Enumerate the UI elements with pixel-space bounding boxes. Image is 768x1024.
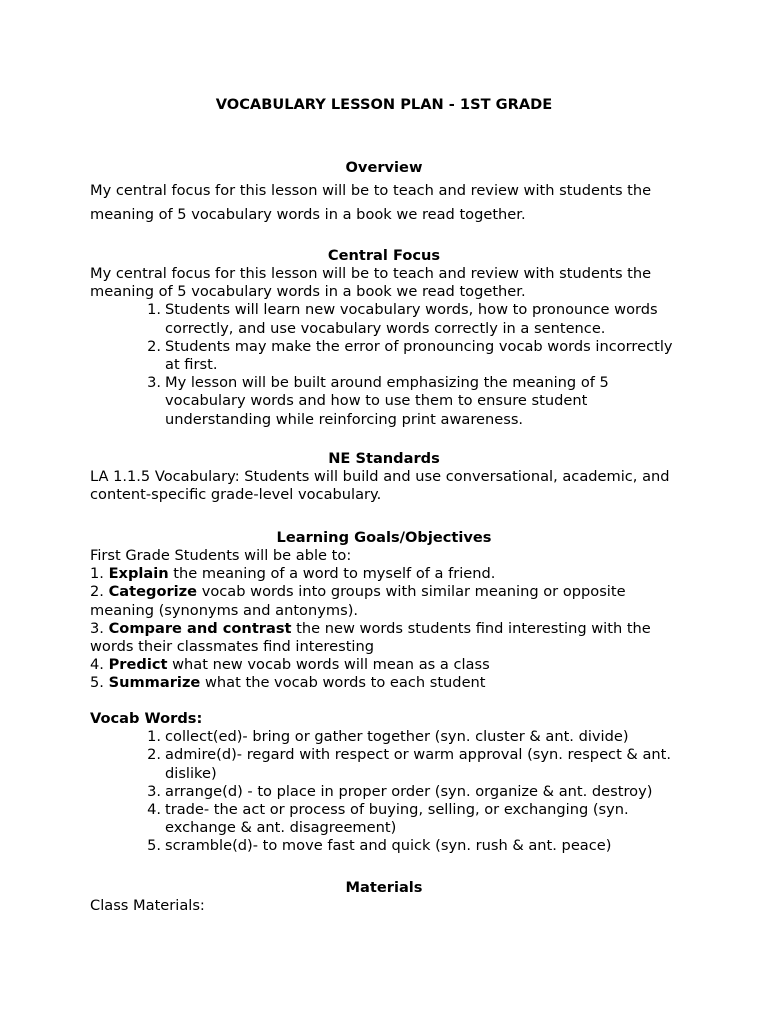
list-number: 2. xyxy=(147,746,161,764)
list-text: My lesson will be built around emphasizing the meaning of 5 vocabulary words and how to use them to ensure student understanding while reinforcing print awareness. xyxy=(165,374,609,428)
goal-verb: Categorize xyxy=(108,583,198,601)
goal-text: what new vocab words will mean as a class xyxy=(172,656,490,674)
list-text: collect(ed)- bring or gather together (syn. cluster & ant. divide) xyxy=(165,728,629,746)
list-item xyxy=(90,583,680,619)
list-item xyxy=(147,337,680,374)
list-number: 3. xyxy=(147,374,161,392)
list-number: 5. xyxy=(147,837,161,855)
list-item xyxy=(147,374,680,429)
vocab-words-heading: Vocab Words: xyxy=(90,710,203,727)
list-number: 4. xyxy=(90,656,104,674)
vocab-words-section xyxy=(90,710,680,856)
central-focus-heading: Central Focus xyxy=(327,247,441,264)
materials-text: Class Materials: xyxy=(90,897,205,914)
list-number: 4. xyxy=(147,801,161,819)
list-text: arrange(d) - to place in proper order (syn. organize & ant. destroy) xyxy=(165,782,653,800)
central-focus-section xyxy=(90,265,680,429)
list-item xyxy=(147,837,680,855)
page-title: VOCABULARY LESSON PLAN - 1ST GRADE xyxy=(215,96,553,113)
vocab-words-list xyxy=(90,728,680,855)
list-item xyxy=(90,565,680,583)
goal-text: what the vocab words to each student xyxy=(204,674,486,692)
list-item xyxy=(147,301,680,337)
list-number: 3. xyxy=(147,782,161,800)
list-number: 1. xyxy=(90,565,104,583)
list-text: Students will learn new vocabulary words, how to pronounce words correctly, and use vocabulary words correctly in a sentence. xyxy=(165,301,658,337)
list-item xyxy=(147,782,680,801)
overview-heading: Overview xyxy=(345,159,423,176)
list-item xyxy=(90,656,680,674)
materials-heading: Materials xyxy=(345,879,423,896)
list-text: scramble(d)- to move fast and quick (syn. rush & ant. peace) xyxy=(165,837,612,855)
learning-goals-heading: Learning Goals/Objectives xyxy=(276,529,492,546)
goal-verb: Compare and contrast xyxy=(108,619,292,637)
central-focus-list xyxy=(90,301,680,428)
list-number: 1. xyxy=(147,728,161,746)
goal-text: the new words students find interesting with the words their classmates find interesting xyxy=(90,619,651,656)
list-text: Students may make the error of pronouncing vocab words incorrectly at first. xyxy=(165,337,673,374)
goal-verb: Summarize xyxy=(108,674,201,692)
goal-text: vocab words into groups with similar meaning or opposite meaning (synonyms and antonyms). xyxy=(90,583,626,619)
learning-goals-intro: First Grade Students will be able to: xyxy=(90,547,352,564)
list-item xyxy=(90,674,680,692)
list-number: 5. xyxy=(90,674,104,692)
learning-goals-section xyxy=(90,547,680,693)
list-text: admire(d)- regard with respect or warm approval (syn. respect & ant. dislike) xyxy=(165,746,672,782)
list-item xyxy=(147,801,680,837)
list-number: 2. xyxy=(147,337,161,355)
list-item xyxy=(147,746,680,782)
ne-standards-heading: NE Standards xyxy=(328,450,440,467)
ne-standards-text: LA 1.1.5 Vocabulary: Students will build and use conversational, academic, and content-specific grade-level vocabulary. xyxy=(90,468,670,504)
goal-text: the meaning of a word to myself of a friend. xyxy=(173,565,496,583)
list-item xyxy=(147,728,680,746)
list-item xyxy=(90,620,680,656)
list-text: trade- the act or process of buying, selling, or exchanging (syn. exchange & ant. disagreement) xyxy=(165,801,629,837)
central-focus-text: My central focus for this lesson will be to teach and review with students the meaning of 5 vocabulary words in a book we read together. xyxy=(90,265,652,301)
goal-verb: Explain xyxy=(108,565,169,583)
goal-verb: Predict xyxy=(108,656,168,674)
list-number: 2. xyxy=(90,583,104,601)
overview-text: My central focus for this lesson will be to teach and review with students the meaning of 5 vocabulary words in a book we read together. xyxy=(90,182,652,223)
list-number: 3. xyxy=(90,619,104,637)
list-number: 1. xyxy=(147,301,161,319)
